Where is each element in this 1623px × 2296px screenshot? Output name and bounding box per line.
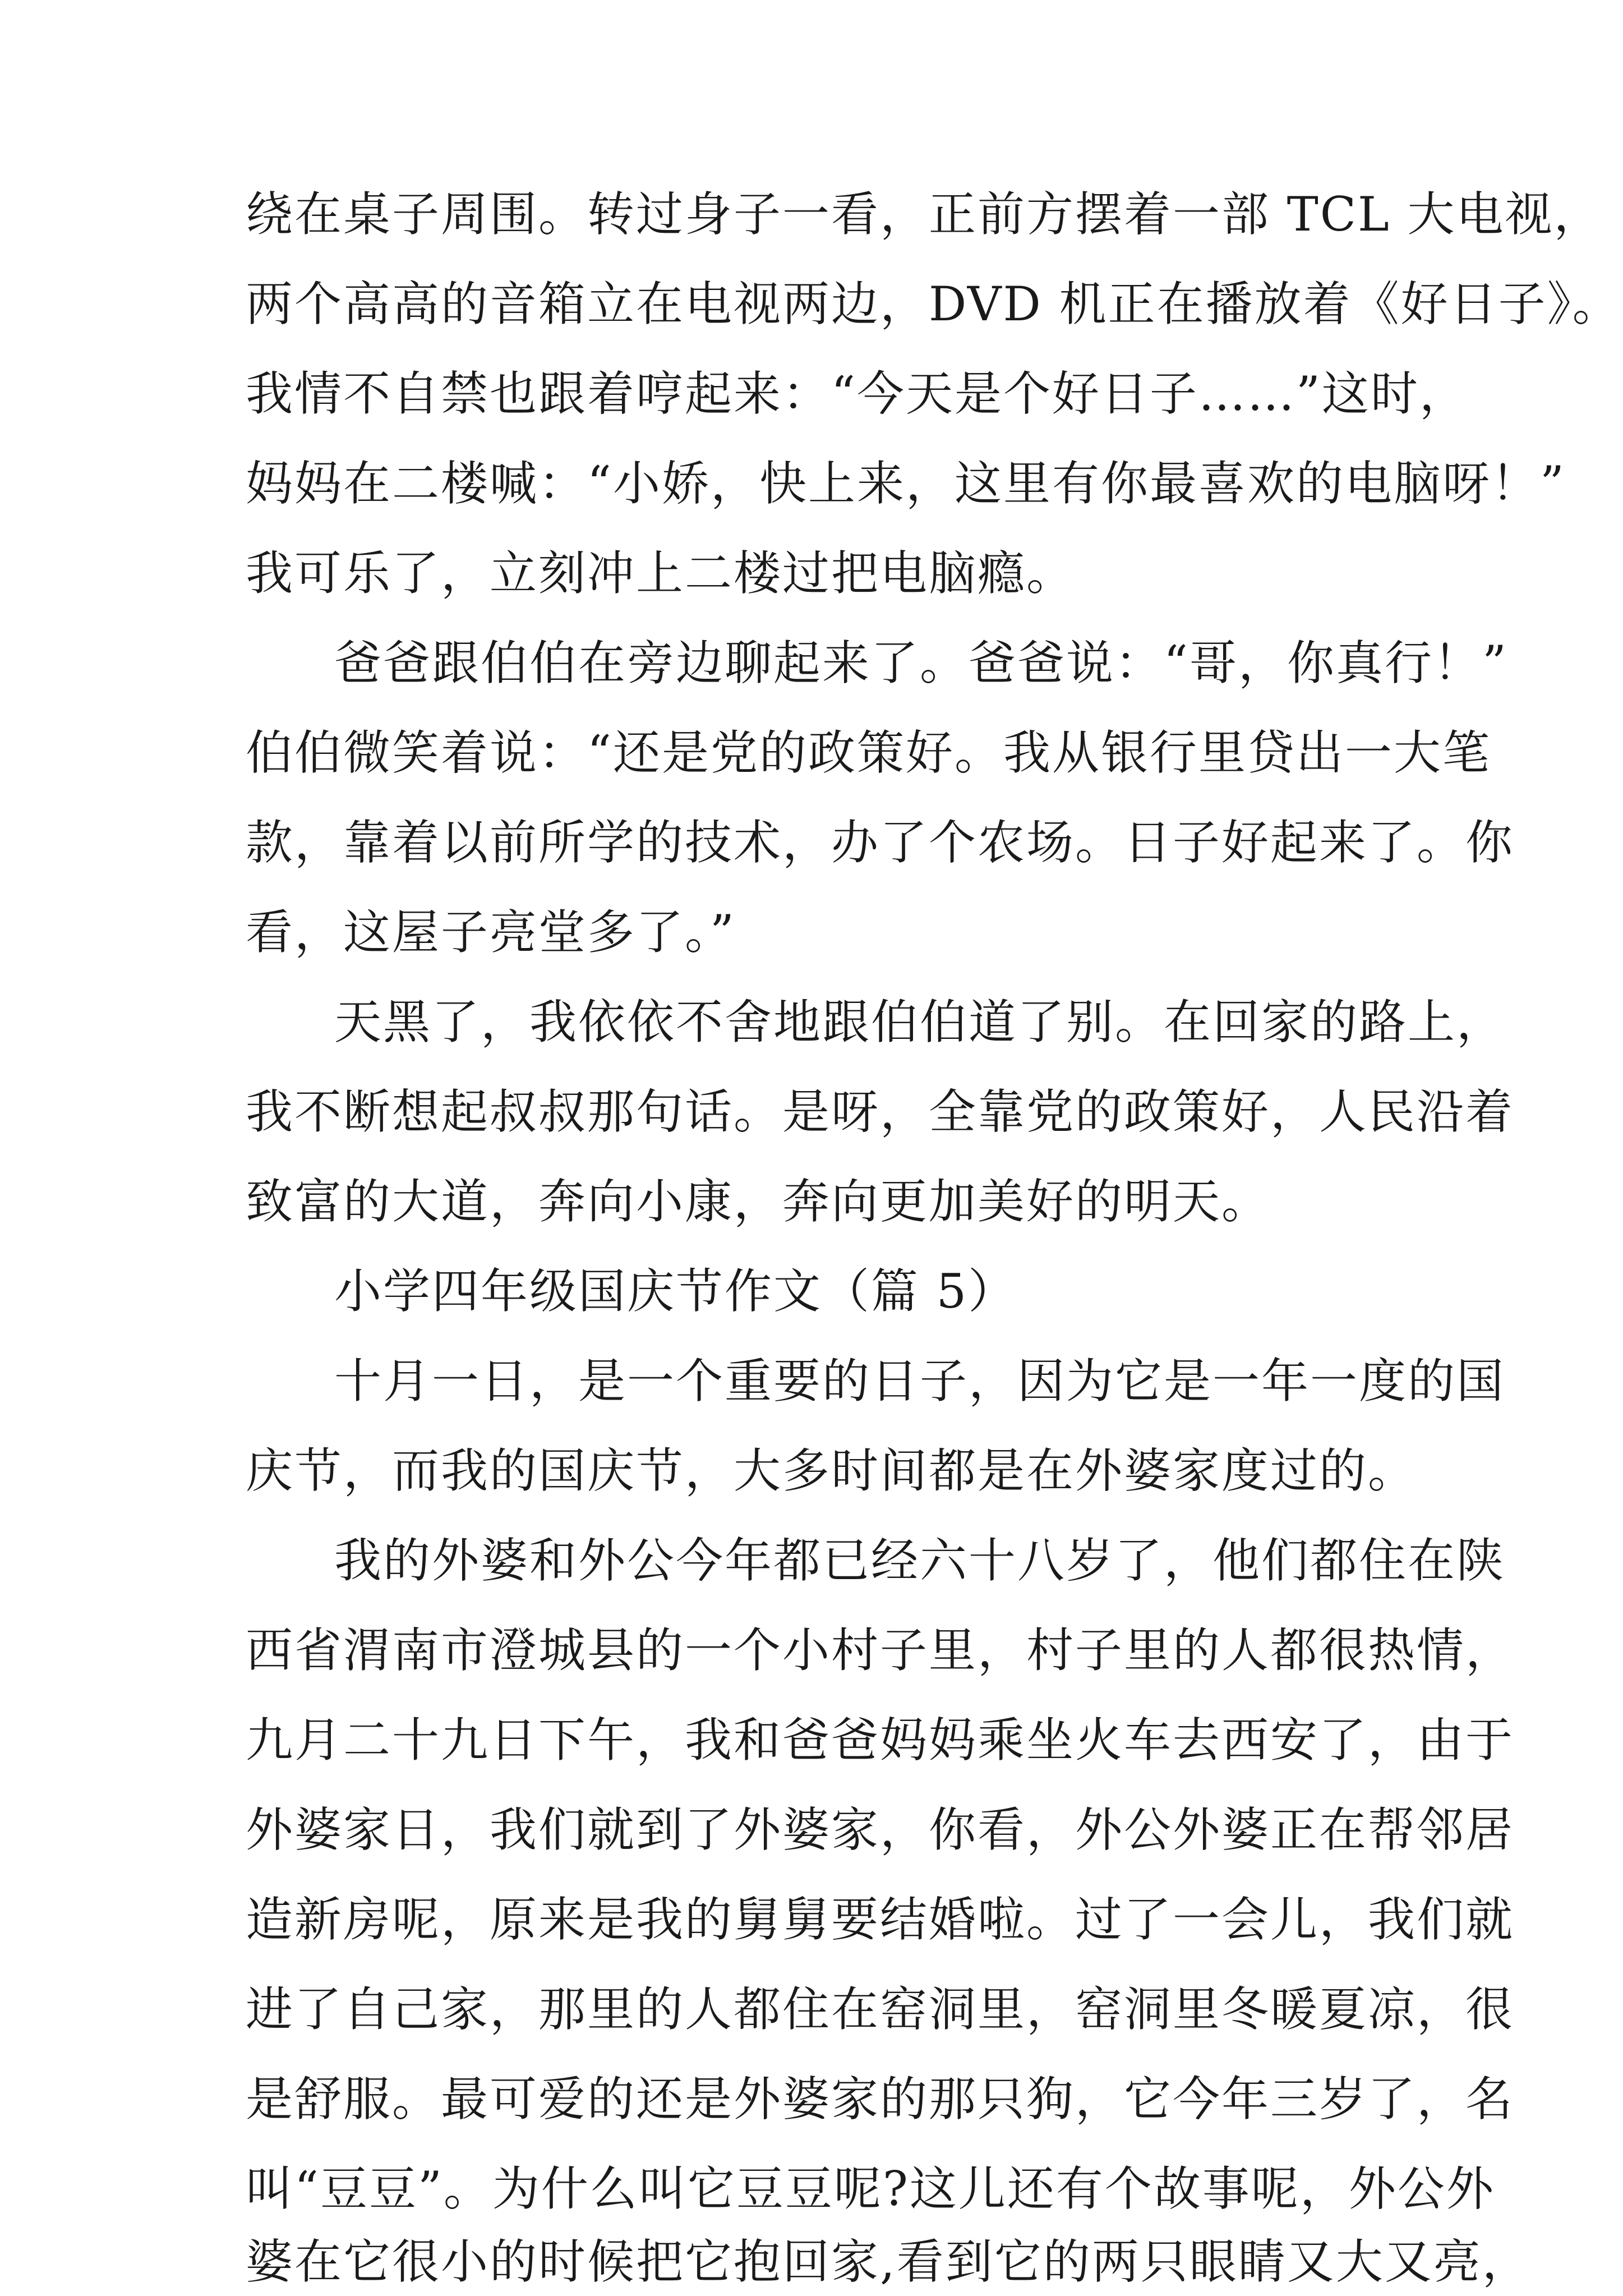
text-line: 绕在桌子周围。转过身子一看，正前方摆着一部 TCL 大电视， [246, 187, 1603, 242]
text-line: 致富的大道，奔向小康，奔向更加美好的明天。 [246, 1174, 1271, 1229]
text-line: 两个高高的音箱立在电视两边，DVD 机正在播放着《好日子》。 [246, 277, 1621, 332]
text-line: 我情不自禁也跟着哼起来：“今天是个好日子……”这时， [246, 366, 1468, 421]
paragraph-start: 天黑了，我依依不舍地跟伯伯道了别。在回家的路上， [334, 995, 1506, 1050]
text-line: 款，靠着以前所学的技术，办了个农场。日子好起来了。你 [246, 815, 1515, 870]
text-line: 妈妈在二楼喊：“小娇，快上来，这里有你最喜欢的电脑呀！” [246, 456, 1566, 511]
paragraph-start: 爸爸跟伯伯在旁边聊起来了。爸爸说：“哥，你真行！” [334, 636, 1508, 691]
text-line: 婆在它很小的时候把它抱回家,看到它的两只眼睛又大又亮， [246, 2234, 1531, 2289]
text-line: 叫“豆豆”。为什么叫它豆豆呢?这儿还有个故事呢，外公外 [246, 2161, 1495, 2216]
text-line: 我不断想起叔叔那句话。是呀，全靠党的政策好，人民沿着 [246, 1084, 1515, 1139]
text-line: 外婆家日，我们就到了外婆家，你看，外公外婆正在帮邻居 [246, 1802, 1515, 1857]
text-line: 进了自己家，那里的人都住在窑洞里，窑洞里冬暖夏凉，很 [246, 1982, 1515, 2037]
text-line: 造新房呢，原来是我的舅舅要结婚啦。过了一会儿，我们就 [246, 1892, 1515, 1947]
text-line: 是舒服。最可爱的还是外婆家的那只狗，它今年三岁了，名 [246, 2072, 1515, 2127]
text-line: 西省渭南市澄城县的一个小村子里，村子里的人都很热情， [246, 1623, 1515, 1678]
text-line: 九月二十九日下午，我和爸爸妈妈乘坐火车去西安了，由于 [246, 1713, 1515, 1768]
text-line: 伯伯微笑着说：“还是党的政策好。我从银行里贷出一大笔 [246, 725, 1491, 780]
paragraph-start: 十月一日，是一个重要的日子，因为它是一年一度的国 [334, 1354, 1506, 1409]
section-heading: 小学四年级国庆节作文（篇 5） [334, 1264, 1017, 1319]
text-line: 我可乐了，立刻冲上二楼过把电脑瘾。 [246, 546, 1076, 601]
paragraph-start: 我的外婆和外公今年都已经六十八岁了，他们都住在陕 [334, 1533, 1506, 1588]
text-line: 看，这屋子亮堂多了。” [246, 905, 736, 960]
text-line: 庆节，而我的国庆节，大多时间都是在外婆家度过的。 [246, 1443, 1417, 1498]
